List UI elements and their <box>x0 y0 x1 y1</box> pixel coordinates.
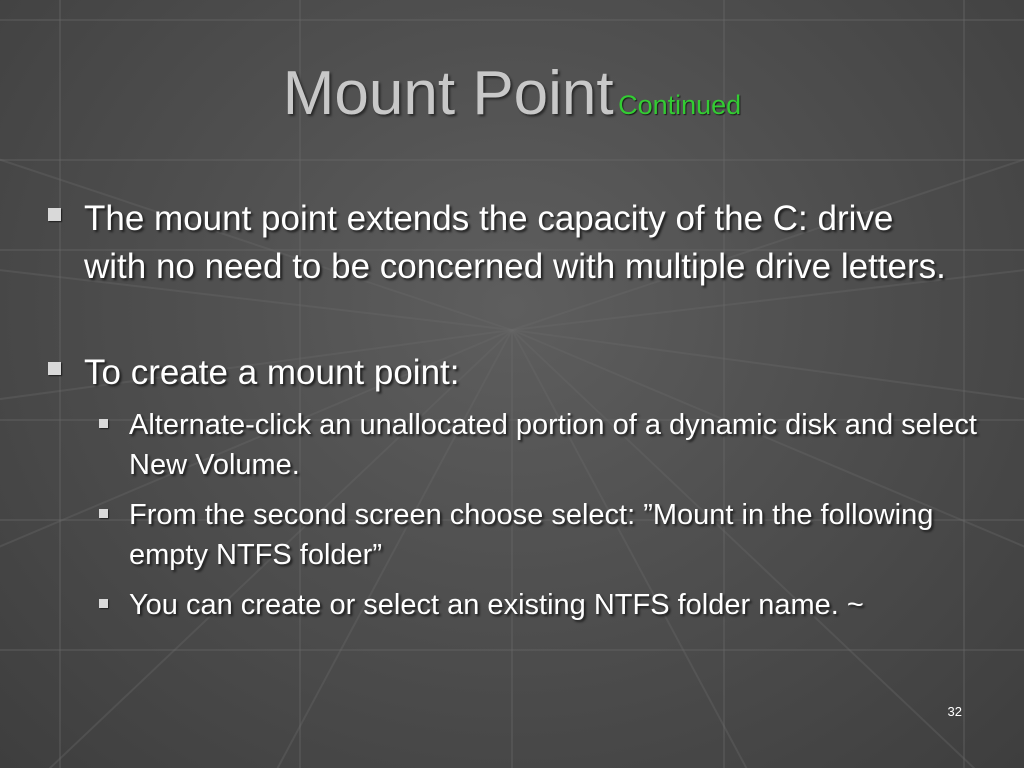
sub-bullet-item: Alternate-click an unallocated portion of a dynamic disk and select New Volume. <box>129 409 977 481</box>
bullet-marker-icon <box>48 362 61 375</box>
slide-title-main: Mount Point <box>282 59 614 128</box>
sub-bullet-marker-icon <box>99 509 108 518</box>
bullet-item: To create a mount point: <box>84 353 460 392</box>
bullet-marker-icon <box>48 208 61 221</box>
sub-bullet-item: From the second screen choose select: ”Mount in the following empty NTFS folder” <box>129 499 934 571</box>
sub-bullet-marker-icon <box>99 599 108 608</box>
sub-bullet-item: You can create or select an existing NTFS folder name. ~ <box>129 589 864 621</box>
bullet-item: The mount point extends the capacity of the C: drive with no need to be concerned with multiple drive letters. <box>84 199 946 286</box>
slide-title-subtitle: Continued <box>618 90 742 120</box>
slide-number: 32 <box>947 704 962 719</box>
sub-bullet-marker-icon <box>99 419 108 428</box>
